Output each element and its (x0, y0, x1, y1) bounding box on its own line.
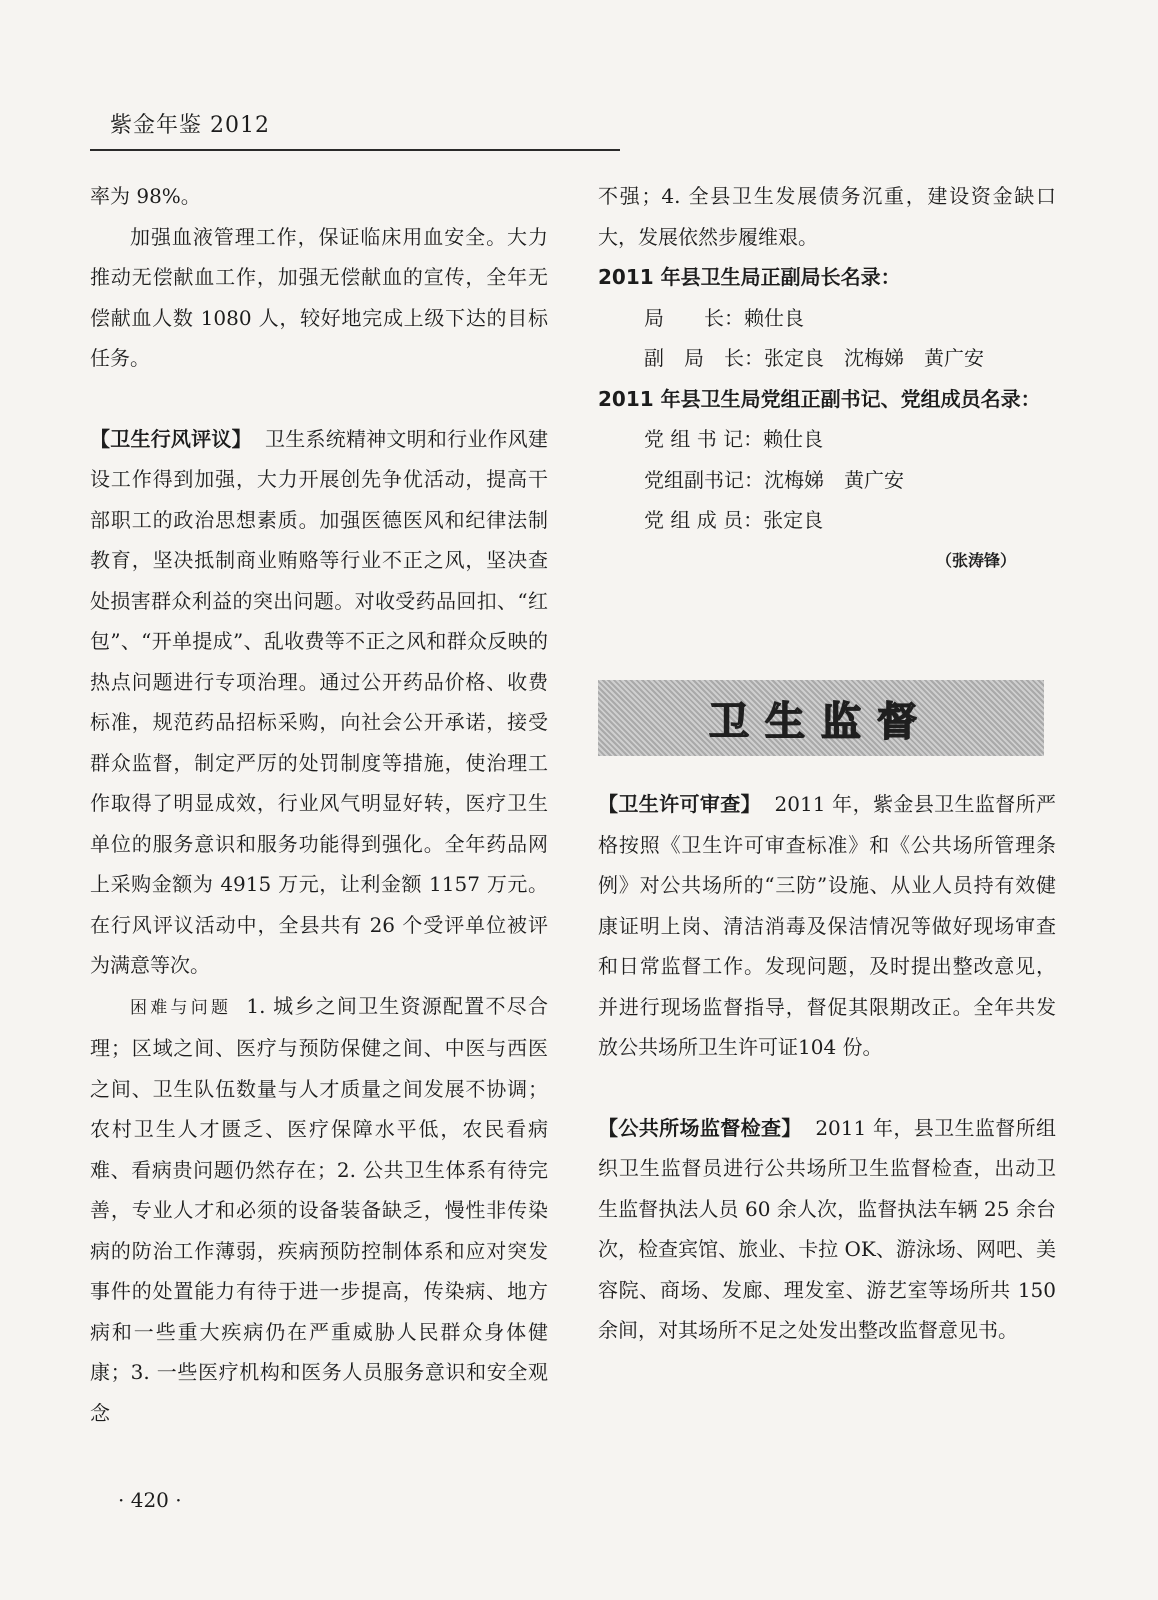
banner-title: 卫生监督 (709, 698, 933, 745)
list-label: 党组副书记： (644, 467, 764, 492)
section-text: 2011 年，县卫生监督所组织卫生监督员进行公共场所卫生监督检查，出动卫生监督执法人员 60 余人次，监督执法车辆 25 余台次，检查宾馆、旅业、卡拉 OK、游泳场、网吧、美容院、商场、发廊、理发室、游艺室等场所共 150 余间，对其场所不足之处发出整改监督意见书。 (598, 1115, 1057, 1342)
section-tag: 【卫生许可审查】 (598, 792, 762, 816)
list-item (598, 460, 1056, 501)
section-tag: 【卫生行风评议】 (90, 426, 252, 451)
right-column-lower (598, 784, 1056, 1351)
difficulties-paragraph (90, 986, 548, 1434)
difficulties-label: 困难与问题 (130, 997, 232, 1018)
list-names: 沈梅娣 黄广安 (764, 467, 904, 492)
section-text: 2011 年，紫金县卫生监督所严格按照《卫生许可审查标准》和《公共场所管理条例》对公共场所的“三防”设施、从业人员持有效健康证明上岗、清洁消毒及保洁情况等做好现场审查和日常监督工作。发现问题，及时提出整改意见，并进行现场监督指导，督促其限期改正。全年共发放公共场所卫生许可证104 份。 (598, 792, 1057, 1059)
right-column (598, 176, 1056, 581)
list-label: 党 组 书 记： (644, 427, 764, 451)
paragraph: 加强血液管理工作，保证临床用血安全。大力推动无偿献血工作，加强无偿献血的宣传，全年无偿献血人数 1080 人，较好地完成上级下达的目标任务。 (90, 224, 548, 370)
section-banner (598, 680, 1044, 756)
list-label: 党 组 成 员： (644, 508, 764, 532)
page-header-title: 紫金年鉴 2012 (110, 113, 270, 138)
section-public-inspection (598, 1108, 1056, 1351)
spacer (90, 379, 548, 419)
page-number: · 420 · (118, 1488, 182, 1512)
spacer (598, 1068, 1056, 1108)
author-credit: （张涛锋） (935, 550, 1016, 570)
list-names: 张定良 (763, 508, 824, 532)
section-tag: 【公共所场监督检查】 (598, 1115, 802, 1140)
paragraph: 不强；4. 全县卫生发展债务沉重，建设资金缺口大，发展依然步履维艰。 (598, 184, 1056, 249)
directors-heading: 2011 年县卫生局正副局长名录： (598, 265, 901, 289)
list-names: 张定良 沈梅娣 黄广安 (764, 346, 984, 370)
list-names: 赖仕良 (744, 305, 804, 330)
list-item (598, 419, 1056, 460)
header-divider (90, 149, 620, 151)
section-health-conduct (90, 419, 548, 986)
section-license-review (598, 784, 1056, 1068)
list-label: 副 局 长： (644, 346, 764, 370)
difficulties-text: 1. 城乡之间卫生资源配置不尽合理；区域之间、医疗与预防保健之间、中医与西医之间、卫生队伍数量与人才质量之间发展不协调；农村卫生人才匮乏、医疗保障水平低，农民看病难、看病贵问题仍然存在；2. 公共卫生体系有待完善，专业人才和必须的设备装备缺乏，慢性非传染病的防治工作薄弱，疾病预防控制体系和应对突发事件的处置能力有待于进一步提高，传染病、地方病和一些重大疾病仍在严重威胁人民群众身体健康；3. 一些医疗机构和医务人员服务意识和安全观念 (90, 993, 548, 1425)
left-column (90, 176, 548, 1433)
section-text: 卫生系统精神文明和行业作风建设工作得到加强，大力开展创先争优活动，提高干部职工的政治思想素质。加强医德医风和纪律法制教育，坚决抵制商业贿赂等行业不正之风，坚决查处损害群众利益的突出问题。对收受药品回扣、“红包”、“开单提成”、乱收费等不正之风和群众反映的热点问题进行专项治理。通过公开药品价格、收费标准，规范药品招标采购，向社会公开承诺，接受群众监督，制定严厉的处罚制度等措施，使治理工作取得了明显成效，行业风气明显好转，医疗卫生单位的服务意识和服务功能得到强化。全年药品网上采购金额为 4915 万元，让利金额 1157 万元。在行风评议活动中，全县共有 26 个受评单位被评为满意等次。 (90, 426, 549, 977)
party-heading: 2011 年县卫生局党组正副书记、党组成员名录： (598, 386, 1041, 411)
list-item (598, 500, 1056, 541)
list-item (598, 338, 1056, 379)
paragraph: 率为 98%。 (90, 184, 201, 208)
list-item (598, 298, 1056, 339)
list-label: 局 长： (644, 305, 744, 330)
list-names: 赖仕良 (763, 427, 824, 451)
